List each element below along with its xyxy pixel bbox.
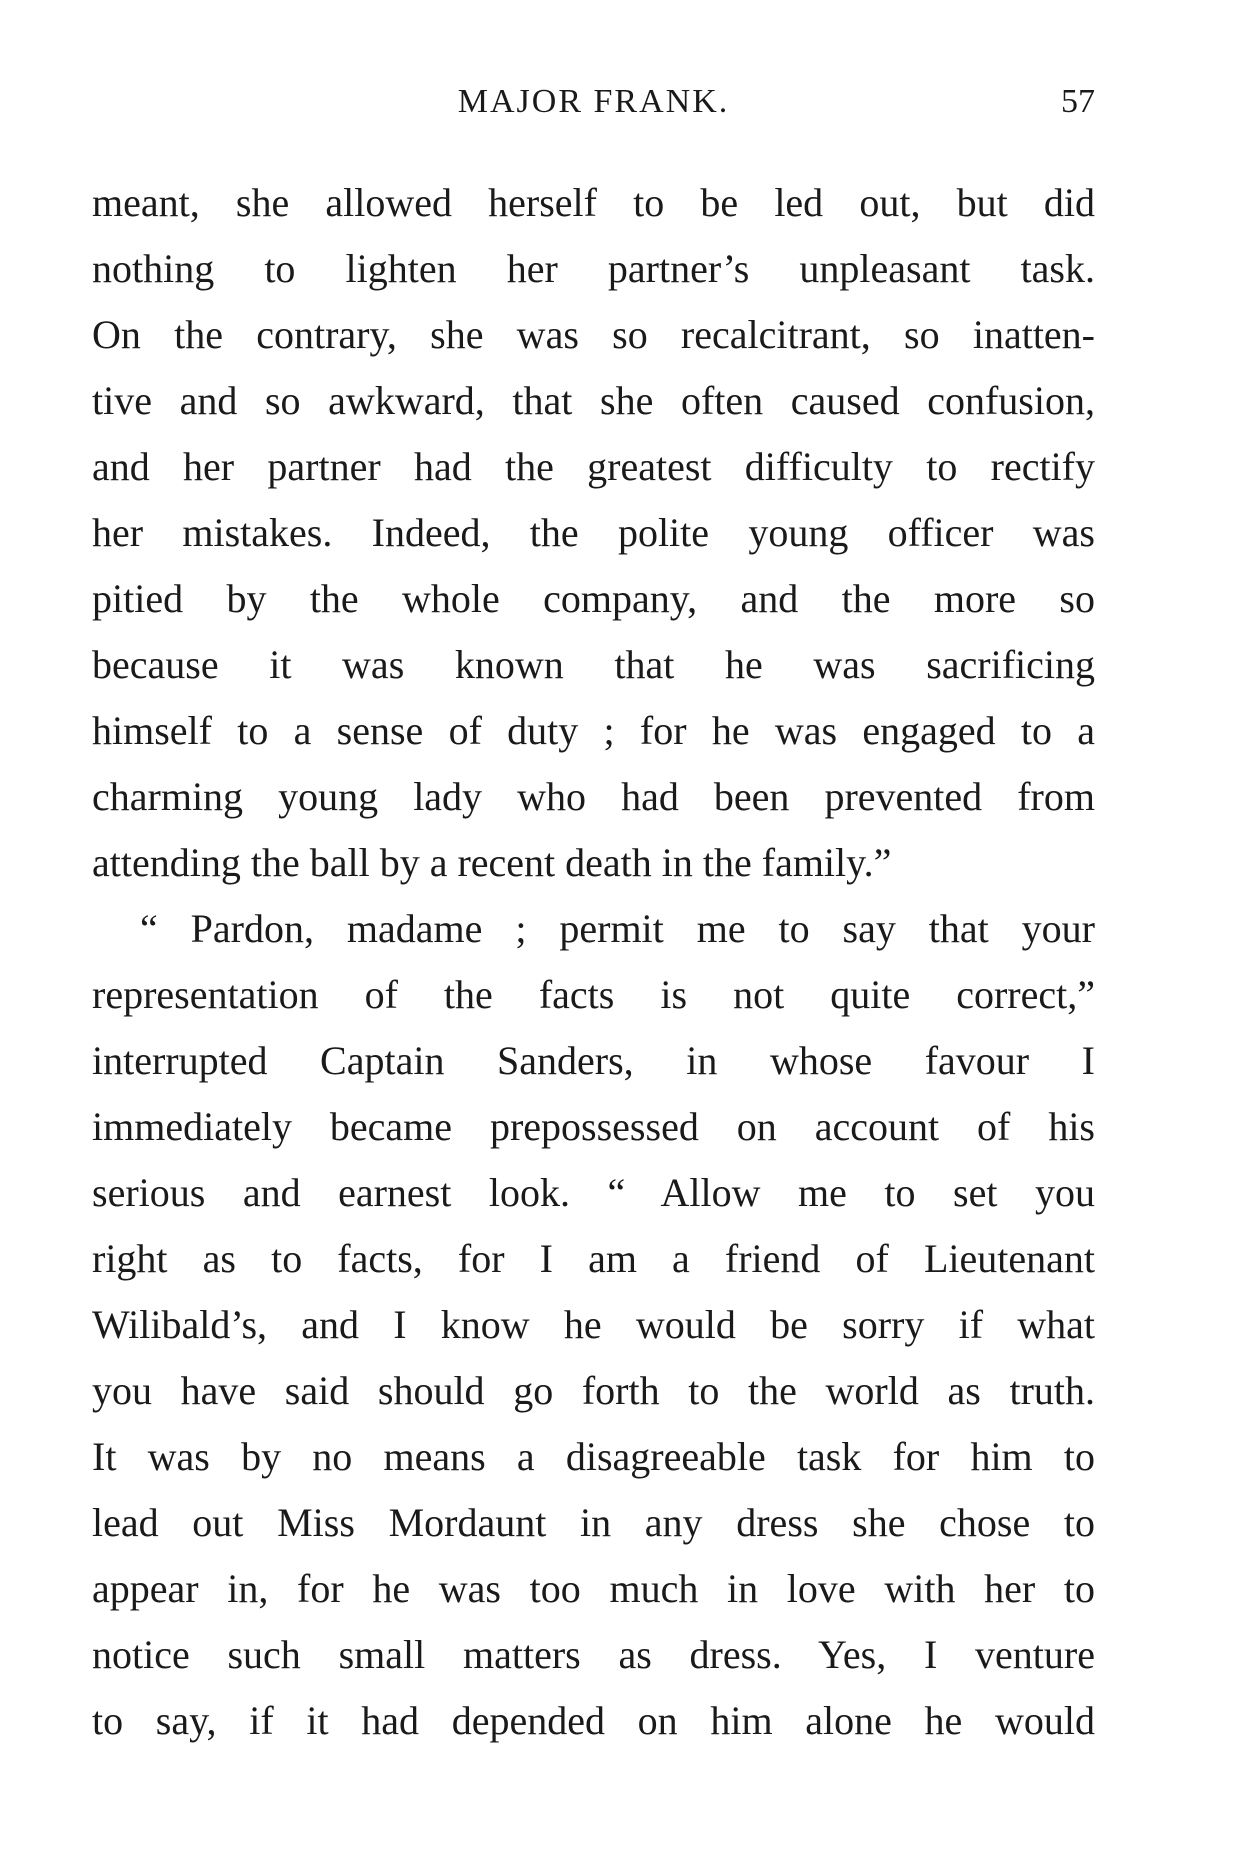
running-head [92,78,1095,126]
text-line: nothing to lighten her partner’s unpleasant task. [92,246,1095,291]
paragraph-2 [92,896,1095,1754]
text-line: It was by no means a disagreeable task for him to [92,1434,1095,1479]
text-line: immediately became prepossessed on account of his [92,1104,1095,1149]
text-line: lead out Miss Mordaunt in any dress she chose to [92,1500,1095,1545]
text-line: serious and earnest look. “ Allow me to set you [92,1170,1095,1215]
text-line: to say, if it had depended on him alone he would [92,1698,1095,1743]
text-line: appear in, for he was too much in love with her to [92,1566,1095,1611]
page-number: 57 [1061,83,1095,120]
body-text [92,170,1095,1754]
text-line: Wilibald’s, and I know he would be sorry if what [92,1302,1095,1347]
text-line: On the contrary, she was so recalcitrant, so inatten- [92,312,1095,357]
text-line: “ Pardon, madame ; permit me to say that your [140,906,1095,951]
text-line: charming young lady who had been prevented from [92,774,1095,819]
text-line: attending the ball by a recent death in the family.” [92,840,892,885]
text-line: and her partner had the greatest difficulty to rectify [92,444,1095,489]
text-line: representation of the facts is not quite correct,” [92,972,1095,1017]
text-line: himself to a sense of duty ; for he was engaged to a [92,708,1095,753]
text-line: meant, she allowed herself to be led out, but did [92,180,1095,225]
text-line: tive and so awkward, that she often caused confusion, [92,378,1095,423]
paragraph-1 [92,170,1095,896]
text-line: notice such small matters as dress. Yes, I venture [92,1632,1095,1677]
running-title: MAJOR FRANK. [457,83,730,120]
text-line: her mistakes. Indeed, the polite young officer was [92,510,1095,555]
text-line: right as to facts, for I am a friend of Lieutenant [92,1236,1095,1281]
text-line: you have said should go forth to the world as truth. [92,1368,1095,1413]
text-line: interrupted Captain Sanders, in whose favour I [92,1038,1095,1083]
text-line: pitied by the whole company, and the more so [92,576,1095,621]
text-line: because it was known that he was sacrificing [92,642,1095,687]
